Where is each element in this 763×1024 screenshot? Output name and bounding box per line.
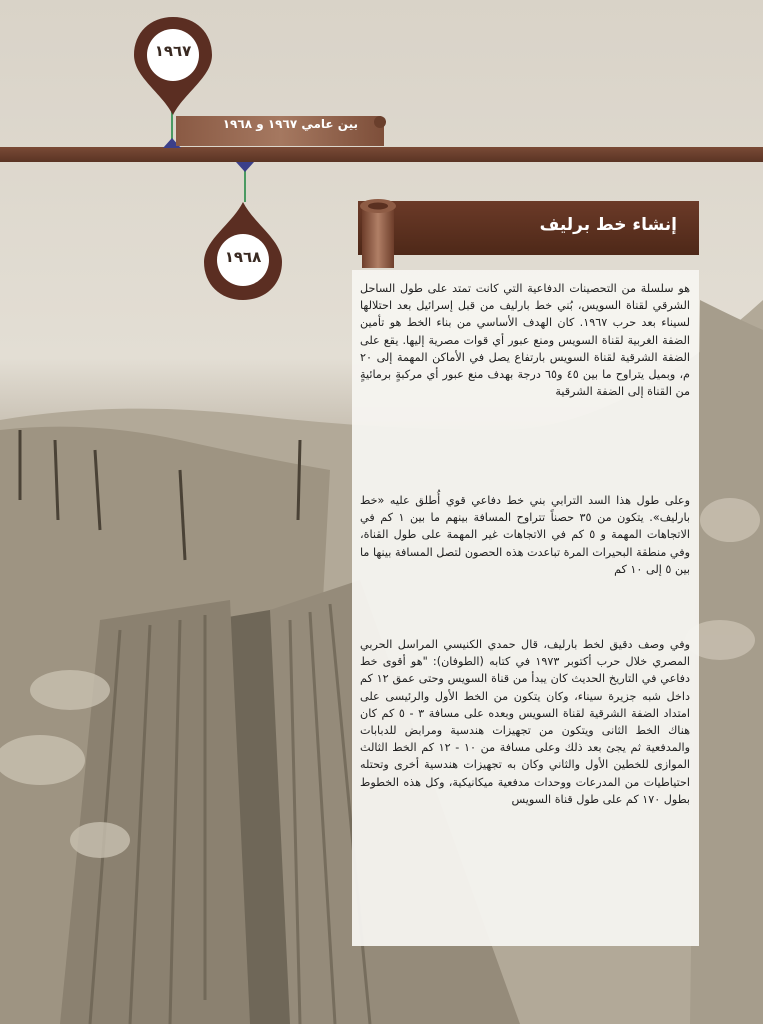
section-title-box <box>358 201 699 255</box>
year-label-1968: ١٩٦٨ <box>224 248 262 266</box>
timeline-marker-1968 <box>236 162 254 172</box>
year-label-1967: ١٩٦٧ <box>154 42 192 60</box>
timeline-connector-bottom <box>244 170 246 202</box>
year-pin-1967[interactable] <box>132 15 214 117</box>
timeline-bar <box>0 147 763 162</box>
section-title: إنشاء خط برليف <box>539 215 677 235</box>
period-label: بين عامي ١٩٦٧ و ١٩٦٨ <box>222 117 358 131</box>
year-pin-1968[interactable] <box>202 200 284 302</box>
paragraph-3: وفي وصف دقيق لخط بارليف، قال حمدي الكنيسي المراسل الحربي المصري خلال حرب أكتوبر ١٩٧٣ في كتابه (الطوفان): "هو أقوى خط دفاعي في التاريخ الحديث كان يبدأ من قناة السويس وحتى عمق ١٢ كم داخل شبه جزيرة سيناء، وكان يتكون من الخط الأول والرئيسى على امتداد الضفة الشرقية لقناة السويس وبعده على مسافة ٣ - ٥ كم كان هناك الخط الثانى ويتكون من تجهيزات هندسية ومرابض للدبابات والمدفعية ثم يجئ بعد ذلك وعلى مسافة من ١٠ - ١٢ كم الخط الثالث الموازى للخطين الأول والثاني وكان به تجهيزات هندسية أخرى وتحتله احتياطيات من المدرعات ووحدات مدفعية ميكانيكية، وكل هذه الخطوط بطول ١٧٠ كم على طول قناة السويس <box>360 638 691 806</box>
scroll-icon <box>356 196 400 272</box>
paragraph-2: وعلى طول هذا السد الترابي بني خط دفاعي قوي أُطلق عليه «خط بارليف». يتكون من ٣٥ حصناً تتراوح المسافة بينهم ما بين ١ كم في الاتجاهات المهمة و ٥ كم في الاتجاهات غير المهمة على طول القناة، وفي منطقة البحيرات المرة تباعدت هذه الحصون لتصل المسافة بينها ما بين ٥ إلى ١٠ كم <box>360 494 690 576</box>
map-pin-icon <box>132 15 214 117</box>
paragraph-1: هو سلسلة من التحصينات الدفاعية التي كانت تمتد على طول الساحل الشرقي لقناة السويس، بُني خط بارليف من قبل إسرائيل بعد احتلالها لسيناء بعد حرب ١٩٦٧. كان الهدف الأساسي من بناء الخط هو تأمين الضفة الغربية لقناة السويس ومنع عبور أي قوات مصرية إليها. يقع على الضفة الشرقية لقناة السويس بارتفاع يصل في الأماكن المهمة إلى ٢٠ م، وبميل يتراوح ما بين ٤٥ و٦٥ درجة بهدف منع عبور أي مركبةٍ برمائيةٍ من القناة إلى الضفة الشرقية <box>360 282 691 399</box>
